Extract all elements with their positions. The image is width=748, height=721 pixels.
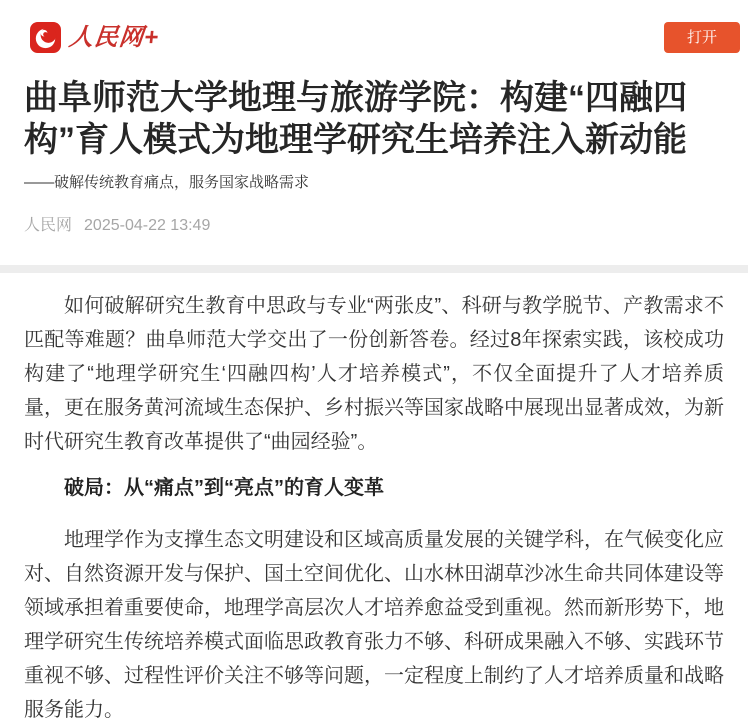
article-subtitle: ——破解传统教育痛点，服务国家战略需求: [24, 174, 310, 191]
article-timestamp: 2025-04-22 13:49: [84, 217, 211, 234]
article-body: [0, 273, 748, 721]
brand-link[interactable]: [30, 22, 159, 53]
people-daily-logo-icon: [30, 22, 61, 53]
app-header: [0, 0, 748, 64]
open-app-button[interactable]: 打开: [664, 22, 740, 53]
section-divider: [0, 265, 748, 273]
article-title: 曲阜师范大学地理与旅游学院：构建“四融四构”育人模式为地理学研究生培养注入新动能: [24, 79, 687, 159]
article-meta: [24, 216, 724, 236]
article-header: [0, 77, 748, 236]
article-source: 人民网: [24, 217, 73, 234]
paragraph-1: 如何破解研究生教育中思政与专业“两张皮”、科研与教学脱节、产教需求不匹配等难题？曲阜师范大学交出了一份创新答卷。经过8年探索实践，该校成功构建了“地理学研究生‘四融四构’人才培养模式”，不仅全面提升了人才培养质量，更在服务黄河流域生态保护、乡村振兴等国家战略中展现出显著成效，为新时代研究生教育改革提供了“曲园经验”。: [24, 295, 724, 453]
brand-wordmark: 人民网+: [67, 24, 161, 51]
paragraph-2: 地理学作为支撑生态文明建设和区域高质量发展的关键学科，在气候变化应对、自然资源开发与保护、国土空间优化、山水林田湖草沙冰生命共同体建设等领域承担着重要使命，地理学高层次人才培养愈益受到重视。然而新形势下，地理学研究生传统培养模式面临思政教育张力不够、科研成果融入不够、实践环节重视不够、过程性评价关注不够等问题，一定程度上制约了人才培养质量和战略服务能力。: [24, 529, 724, 721]
section-heading: 破局：从“痛点”到“亮点”的育人变革: [64, 477, 384, 499]
